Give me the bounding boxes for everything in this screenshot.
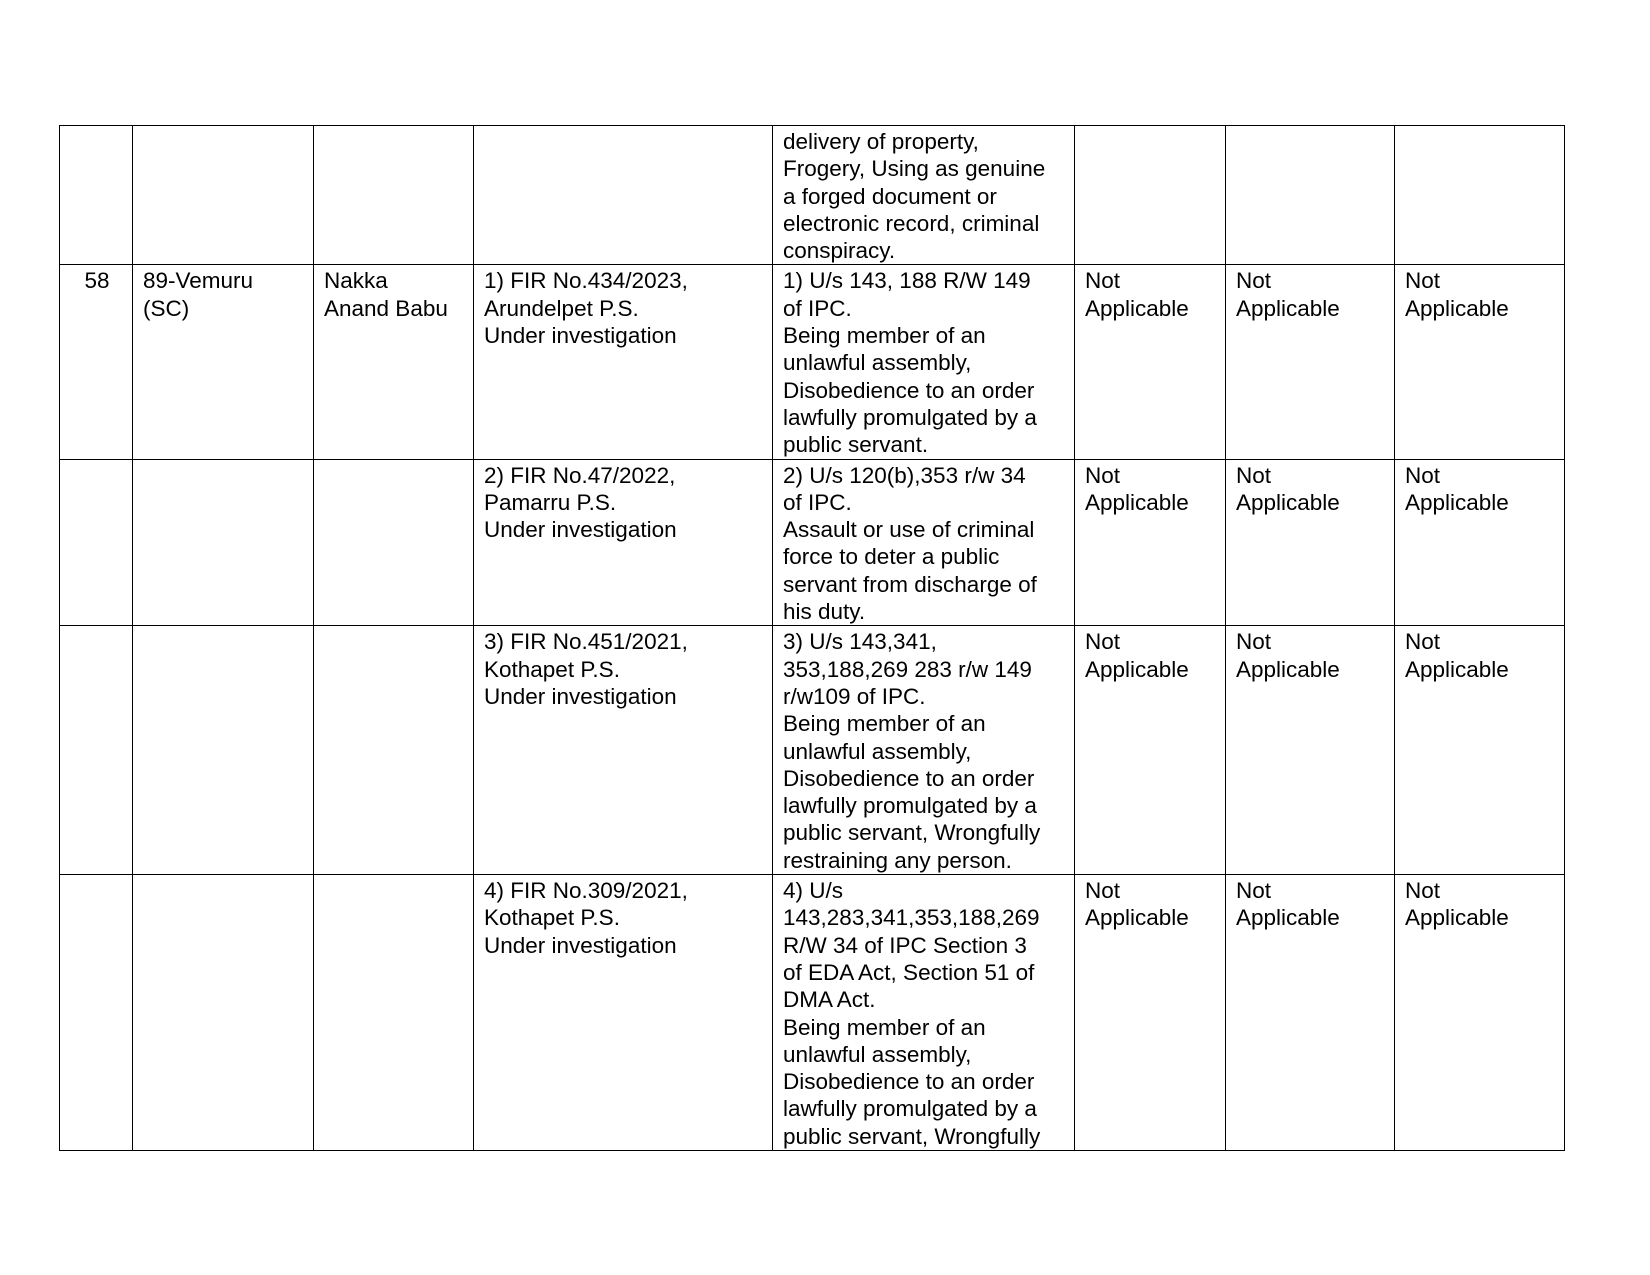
constituency-cell [133, 459, 314, 626]
applicability-cell [1075, 626, 1226, 875]
table-row [60, 126, 1565, 265]
cell-text-line: servant from discharge of [783, 571, 1037, 597]
constituency-cell [133, 875, 314, 1151]
cell-text-line: R/W 34 of IPC Section 3 [783, 932, 1027, 958]
cell-text-line: 353,188,269 283 r/w 149 [783, 656, 1032, 682]
cell-text-line: Applicable [1236, 489, 1340, 515]
cell-text-line: Disobedience to an order [783, 377, 1035, 403]
cell-text-line: Applicable [1405, 489, 1509, 515]
cell-text-line: Applicable [1405, 295, 1509, 321]
cell-text-line: Arundelpet P.S. [484, 295, 639, 321]
serial-number-cell [60, 126, 133, 265]
applicability-cell [1075, 265, 1226, 459]
cell-text-line: 2) FIR No.47/2022, [484, 462, 676, 488]
cell-text-line: Not [1236, 629, 1272, 655]
applicability-cell [1226, 126, 1395, 265]
cell-text-line: Applicable [1236, 905, 1340, 931]
table-row [60, 626, 1565, 875]
constituency-cell [133, 626, 314, 875]
cell-text-line: Applicable [1236, 295, 1340, 321]
cell-text-line: unlawful assembly, [783, 738, 972, 764]
cell-text-line: public servant. [783, 432, 929, 458]
cell-text-line: Anand Babu [324, 295, 448, 321]
table-row [60, 875, 1565, 1151]
serial-number-cell [60, 875, 133, 1151]
cell-text-line: Not [1405, 268, 1441, 294]
table-row [60, 459, 1565, 626]
cell-text-line: a forged document or [783, 183, 997, 209]
cell-text-line: of EDA Act, Section 51 of [783, 959, 1035, 985]
cell-text-line: Applicable [1085, 295, 1189, 321]
cell-text-line: Under investigation [484, 683, 677, 709]
cell-text-line: Kothapet P.S. [484, 905, 620, 931]
cell-text-line: electronic record, criminal [783, 210, 1040, 236]
cell-text-line: (SC) [143, 295, 190, 321]
cell-text-line: 1) FIR No.434/2023, [484, 268, 688, 294]
applicability-cell [1395, 459, 1565, 626]
candidate-name-cell [314, 626, 474, 875]
constituency-cell [133, 265, 314, 459]
offence-description-cell [773, 626, 1075, 875]
cell-text-line: Not [1085, 462, 1121, 488]
cell-text-line: Assault or use of criminal [783, 517, 1035, 543]
cell-text-line: conspiracy. [783, 238, 896, 264]
cell-text-line: Nakka [324, 268, 388, 294]
cell-text-line: Not [1405, 462, 1441, 488]
offence-description-cell [773, 459, 1075, 626]
applicability-cell [1395, 265, 1565, 459]
case-details-cell [474, 459, 773, 626]
cell-text-line: 3) FIR No.451/2021, [484, 629, 688, 655]
serial-number-cell [60, 265, 133, 459]
cell-text-line: of IPC. [783, 489, 852, 515]
cell-text-line: Being member of an [783, 1014, 986, 1040]
applicability-cell [1226, 459, 1395, 626]
offence-description-cell [773, 126, 1075, 265]
applicability-cell [1395, 126, 1565, 265]
applicability-cell [1226, 265, 1395, 459]
candidate-name-cell [314, 459, 474, 626]
cell-text-line: lawfully promulgated by a [783, 1096, 1037, 1122]
cell-text-line: Not [1085, 268, 1121, 294]
serial-number-cell [60, 459, 133, 626]
case-details-cell [474, 875, 773, 1151]
case-details-cell [474, 126, 773, 265]
candidate-name-cell [314, 875, 474, 1151]
cell-text-line: 1) U/s 143, 188 R/W 149 [783, 268, 1031, 294]
applicability-cell [1395, 875, 1565, 1151]
cell-text-line: delivery of property, [783, 129, 979, 154]
cell-text-line: public servant, Wrongfully [783, 1123, 1041, 1149]
serial-number-cell [60, 626, 133, 875]
cell-text-line: r/w109 of IPC. [783, 683, 926, 709]
offence-description-cell [773, 265, 1075, 459]
cell-text-line: Being member of an [783, 323, 986, 349]
cell-text-line: 143,283,341,353,188,269 [783, 905, 1040, 931]
applicability-cell [1075, 459, 1226, 626]
cell-text-line: Applicable [1236, 656, 1340, 682]
cell-text-line: Applicable [1085, 656, 1189, 682]
cell-text-line: Under investigation [484, 323, 677, 349]
offence-description-cell [773, 875, 1075, 1151]
cell-text-line: lawfully promulgated by a [783, 793, 1037, 819]
cell-text-line: Applicable [1085, 489, 1189, 515]
cell-text-line: Disobedience to an order [783, 1069, 1035, 1095]
cell-text-line: Frogery, Using as genuine [783, 156, 1046, 182]
candidate-name-cell [314, 126, 474, 265]
case-details-cell [474, 626, 773, 875]
cell-text-line: Under investigation [484, 932, 677, 958]
cell-text-line: 58 [84, 268, 110, 294]
cell-text-line: force to deter a public [783, 544, 1000, 570]
cell-text-line: 89-Vemuru [143, 268, 254, 294]
cell-text-line: Applicable [1085, 905, 1189, 931]
cell-text-line: Not [1236, 462, 1272, 488]
cell-text-line: of IPC. [783, 295, 852, 321]
cell-text-line: Applicable [1405, 905, 1509, 931]
cell-text-line: lawfully promulgated by a [783, 404, 1037, 430]
cell-text-line: Not [1405, 629, 1441, 655]
cell-text-line: 4) FIR No.309/2021, [484, 878, 688, 904]
constituency-cell [133, 126, 314, 265]
cell-text-line: his duty. [783, 599, 866, 625]
cell-text-line: 2) U/s 120(b),353 r/w 34 [783, 462, 1026, 488]
candidate-cases-table [59, 125, 1565, 1151]
table-body [60, 126, 1565, 1151]
cell-text-line: Not [1085, 878, 1121, 904]
cell-text-line: DMA Act. [783, 987, 876, 1013]
cell-text-line: Not [1085, 629, 1121, 655]
cell-text-line: Under investigation [484, 517, 677, 543]
candidate-name-cell [314, 265, 474, 459]
cell-text-line: 3) U/s 143,341, [783, 629, 937, 655]
case-details-cell [474, 265, 773, 459]
cell-text-line: 4) U/s [783, 878, 844, 904]
cell-text-line: unlawful assembly, [783, 1041, 972, 1067]
applicability-cell [1395, 626, 1565, 875]
cell-text-line: Not [1236, 268, 1272, 294]
cell-text-line: Applicable [1405, 656, 1509, 682]
cell-text-line: Not [1405, 878, 1441, 904]
applicability-cell [1075, 126, 1226, 265]
cell-text-line: Kothapet P.S. [484, 656, 620, 682]
cell-text-line: restraining any person. [783, 847, 1012, 873]
cell-text-line: Being member of an [783, 711, 986, 737]
cell-text-line: Pamarru P.S. [484, 489, 617, 515]
table-row [60, 265, 1565, 459]
applicability-cell [1075, 875, 1226, 1151]
applicability-cell [1226, 875, 1395, 1151]
cell-text-line: unlawful assembly, [783, 350, 972, 376]
cell-text-line: Not [1236, 878, 1272, 904]
cell-text-line: Disobedience to an order [783, 765, 1035, 791]
applicability-cell [1226, 626, 1395, 875]
cell-text-line: public servant, Wrongfully [783, 820, 1041, 846]
